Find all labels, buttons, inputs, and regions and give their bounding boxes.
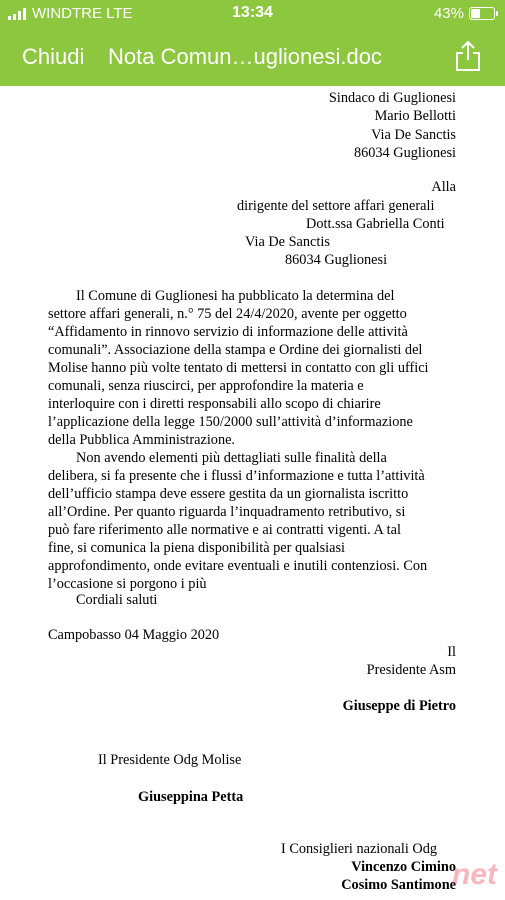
recipient2-line: 86034 Guglionesi xyxy=(285,252,388,268)
closing-line: Cordiali saluti xyxy=(76,592,158,608)
carrier-label: WINDTRE LTE xyxy=(32,5,133,22)
paragraph2-line: approfondimento, onde evitare eventuali e inutili contenziosi. Con xyxy=(48,558,428,574)
paragraph2-line: l’occasione si porgono i più xyxy=(48,576,207,592)
document-title: Nota Comun…uglionesi.doc xyxy=(108,44,382,69)
signature1-label: Il xyxy=(447,644,456,660)
recipient2-line: Dott.ssa Gabriella Conti xyxy=(306,216,445,232)
paragraph1-line: settore affari generali, n.° 75 del 24/4/2020, avente per oggetto xyxy=(48,306,407,322)
top-bar xyxy=(0,0,505,86)
signature1-name: Giuseppe di Pietro xyxy=(342,698,456,714)
paragraph2-line: Non avendo elementi più dettagliati sulle finalità della xyxy=(76,450,387,466)
alla-label: Alla xyxy=(431,179,456,195)
signature2-name: Giuseppina Petta xyxy=(138,789,244,805)
recipient1-line: 86034 Guglionesi xyxy=(353,145,456,161)
share-icon[interactable] xyxy=(455,40,481,72)
status-battery xyxy=(434,5,495,22)
battery-percent: 43% xyxy=(433,5,464,22)
watermark-logo: net xyxy=(452,858,497,891)
recipient2-line: Via De Sanctis xyxy=(245,234,330,250)
paragraph1-line: interloquire con i diretti responsabili allo scopo di chiarire xyxy=(48,396,381,412)
recipient1-line: Via De Sanctis xyxy=(371,127,456,143)
signature2-title: Il Presidente Odg Molise xyxy=(98,752,242,768)
signature3-name: Cosimo Santimone xyxy=(341,877,456,893)
signature1-title: Presidente Asm xyxy=(366,662,456,678)
date-place: Campobasso 04 Maggio 2020 xyxy=(48,627,220,643)
paragraph2-line: può fare riferimento alle normative e ai contratti vigenti. A tal xyxy=(48,522,401,538)
recipient2-line: dirigente del settore affari generali xyxy=(237,198,435,214)
paragraph2-line: all’Ordine. Per quanto riguarda l’inquadramento retributivo, si xyxy=(48,504,406,520)
status-time: 13:34 xyxy=(232,4,273,21)
document-body xyxy=(0,86,505,900)
recipient1-line: Mario Bellotti xyxy=(374,108,456,124)
battery-icon xyxy=(469,7,495,20)
paragraph2-line: fine, si comunica la piena disponibilità per qualsiasi xyxy=(48,540,345,556)
signature3-name: Vincenzo Cimino xyxy=(351,859,456,875)
paragraph1-line: l’applicazione della legge 150/2000 sull’attività d’informazione xyxy=(48,414,413,430)
paragraph1-line: Molise hanno più volte tentato di mettersi in contatto con gli uffici xyxy=(48,360,429,376)
paragraph2-line: dell’ufficio stampa deve essere gestita da un giornalista iscritto xyxy=(48,486,409,502)
paragraph1-line: “Affidamento in rinnovo servizio di informazione delle attività xyxy=(48,324,408,340)
paragraph1-line: della Pubblica Amministrazione. xyxy=(48,432,236,448)
close-button[interactable]: Chiudi xyxy=(22,44,85,69)
nav-bar xyxy=(0,44,505,74)
recipient1-line: Sindaco di Guglionesi xyxy=(328,90,456,106)
paragraph2-line: delibera, si fa presente che i flussi d’informazione e tutta l’attività xyxy=(48,468,425,484)
signature3-title: I Consiglieri nazionali Odg xyxy=(281,841,438,857)
paragraph1-line: comunali”. Associazione della stampa e Ordine dei giornalisti del xyxy=(48,342,423,358)
paragraph1-line: Il Comune di Guglionesi ha pubblicato la determina del xyxy=(76,288,395,304)
paragraph1-line: comunali, senza riuscirci, per approfondire la materia e xyxy=(48,378,364,394)
